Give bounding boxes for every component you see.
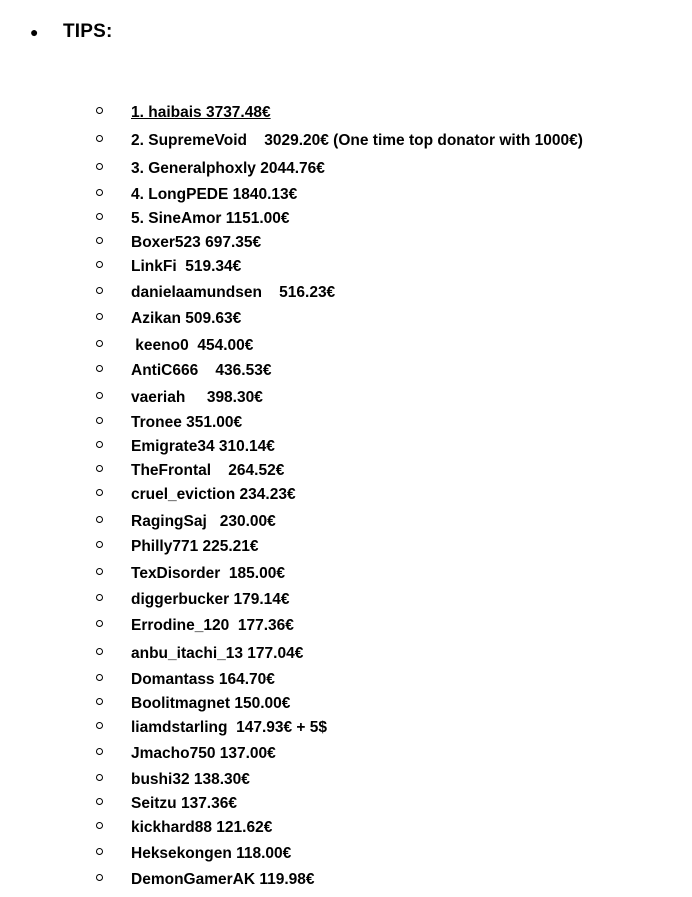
tip-entry-text: AntiC666 436.53€: [131, 362, 272, 379]
circle-bullet-icon: [96, 748, 103, 755]
tip-entry-text: RagingSaj 230.00€: [131, 513, 276, 530]
tip-entry-text: Seitzu 137.36€: [131, 795, 237, 812]
tip-list-item: [0, 337, 692, 359]
circle-bullet-icon: [96, 261, 103, 268]
tip-entry-text: Boxer523 697.35€: [131, 234, 262, 251]
circle-bullet-icon: [96, 648, 103, 655]
tip-entry-text: Errodine_120 177.36€: [131, 617, 294, 634]
tip-entry-text: 1. haibais 3737.48€: [131, 104, 271, 121]
circle-bullet-icon: [96, 107, 103, 114]
tip-entry-text: LinkFi 519.34€: [131, 258, 242, 275]
tip-list-item: [0, 617, 692, 639]
tip-list-item: [0, 565, 692, 587]
tip-list-item: [0, 745, 692, 767]
tip-list-item: [0, 284, 692, 306]
tip-entry-text: vaeriah 398.30€: [131, 389, 263, 406]
circle-bullet-icon: [96, 340, 103, 347]
circle-bullet-icon: [96, 874, 103, 881]
tip-entry-text: kickhard88 121.62€: [131, 819, 273, 836]
circle-bullet-icon: [96, 313, 103, 320]
tip-list-item: [0, 234, 692, 256]
tip-entry-text: danielaamundsen 516.23€: [131, 284, 336, 301]
tip-entry-text: cruel_eviction 234.23€: [131, 486, 296, 503]
tip-entry-text: Boolitmagnet 150.00€: [131, 695, 291, 712]
circle-bullet-icon: [96, 541, 103, 548]
circle-bullet-icon: [96, 365, 103, 372]
tip-list-item: [0, 414, 692, 436]
circle-bullet-icon: [96, 287, 103, 294]
circle-bullet-icon: [96, 189, 103, 196]
tip-list-item: [0, 362, 692, 384]
tip-list-item: [0, 310, 692, 332]
circle-bullet-icon: [96, 465, 103, 472]
tip-list-item: [0, 719, 692, 741]
tip-list-item: [0, 104, 692, 126]
circle-bullet-icon: [96, 698, 103, 705]
tip-entry-text: Domantass 164.70€: [131, 671, 275, 688]
tip-entry-text: TheFrontal 264.52€: [131, 462, 285, 479]
circle-bullet-icon: [96, 798, 103, 805]
tip-entry-text: Jmacho750 137.00€: [131, 745, 276, 762]
tip-list-item: [0, 771, 692, 793]
tip-entry-text: 2. SupremeVoid 3029.20€ (One time top donator with 1000€): [131, 132, 583, 149]
heading-bullet: ●: [30, 24, 39, 40]
tip-list-item: [0, 538, 692, 560]
circle-bullet-icon: [96, 568, 103, 575]
circle-bullet-icon: [96, 822, 103, 829]
circle-bullet-icon: [96, 516, 103, 523]
circle-bullet-icon: [96, 674, 103, 681]
tip-entry-text: liamdstarling 147.93€ + 5$: [131, 719, 328, 736]
tip-entry-text: 4. LongPEDE 1840.13€: [131, 186, 298, 203]
tip-entry-text: Tronee 351.00€: [131, 414, 243, 431]
tip-entry-text: Philly771 225.21€: [131, 538, 259, 555]
circle-bullet-icon: [96, 135, 103, 142]
tip-entry-text: Heksekongen 118.00€: [131, 845, 292, 862]
tip-entry-text: keeno0 454.00€: [131, 337, 254, 354]
circle-bullet-icon: [96, 722, 103, 729]
circle-bullet-icon: [96, 774, 103, 781]
tip-list-item: [0, 513, 692, 535]
tip-list-item: [0, 645, 692, 667]
tip-entry-text: diggerbucker 179.14€: [131, 591, 290, 608]
circle-bullet-icon: [96, 163, 103, 170]
tip-list-item: [0, 591, 692, 613]
circle-bullet-icon: [96, 417, 103, 424]
tip-entry-text: 3. Generalphoxly 2044.76€: [131, 160, 325, 177]
circle-bullet-icon: [96, 594, 103, 601]
tip-list-item: [0, 258, 692, 280]
tip-list-item: [0, 438, 692, 460]
tip-list-item: [0, 695, 692, 717]
tip-list-item: [0, 486, 692, 508]
tip-list-item: [0, 845, 692, 867]
tip-list-item: [0, 671, 692, 693]
tip-entry-text: TexDisorder 185.00€: [131, 565, 285, 582]
tip-list-item: [0, 795, 692, 817]
circle-bullet-icon: [96, 237, 103, 244]
circle-bullet-icon: [96, 489, 103, 496]
tip-entry-text: Azikan 509.63€: [131, 310, 242, 327]
circle-bullet-icon: [96, 620, 103, 627]
tip-list-item: [0, 160, 692, 182]
tip-list-item: [0, 210, 692, 232]
tip-list-item: [0, 186, 692, 208]
tip-list-item: [0, 132, 692, 154]
tip-entry-text: 5. SineAmor 1151.00€: [131, 210, 290, 227]
circle-bullet-icon: [96, 392, 103, 399]
tip-list-item: [0, 462, 692, 484]
tip-list-item: [0, 389, 692, 411]
tip-entry-text: Emigrate34 310.14€: [131, 438, 275, 455]
tip-entry-text: anbu_itachi_13 177.04€: [131, 645, 304, 662]
tip-list-item: [0, 819, 692, 841]
tips-heading: TIPS:: [63, 21, 113, 42]
circle-bullet-icon: [96, 441, 103, 448]
tip-entry-text: DemonGamerAK 119.98€: [131, 871, 315, 888]
tip-entry-text: bushi32 138.30€: [131, 771, 250, 788]
tip-list-item: [0, 871, 692, 893]
circle-bullet-icon: [96, 848, 103, 855]
circle-bullet-icon: [96, 213, 103, 220]
